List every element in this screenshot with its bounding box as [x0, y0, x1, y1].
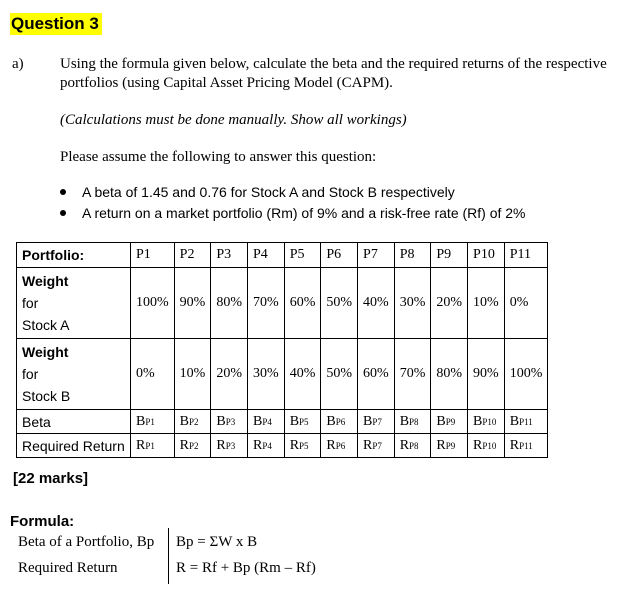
weight-b-cell: 0% — [131, 339, 175, 410]
beta-label: Beta — [17, 410, 131, 434]
weight-a-cell: 50% — [321, 268, 358, 339]
beta-cell: BP7 — [358, 410, 395, 434]
return-cell: RP11 — [504, 434, 548, 458]
portfolio-header: P11 — [504, 243, 548, 268]
beta-row — [17, 410, 548, 434]
return-formula-label: Required Return — [18, 560, 118, 576]
weight-b-cell: 70% — [394, 339, 431, 410]
portfolio-header: P4 — [248, 243, 285, 268]
weight-a-label — [17, 268, 131, 339]
return-cell: RP8 — [394, 434, 431, 458]
header-label: Portfolio: — [17, 243, 131, 268]
beta-cell: BP1 — [131, 410, 175, 434]
weight-a-cell: 60% — [284, 268, 321, 339]
question-title: Question 3 — [10, 13, 102, 35]
weight-a-cell: 20% — [431, 268, 468, 339]
portfolio-table — [16, 242, 548, 458]
beta-cell: BP2 — [174, 410, 211, 434]
portfolio-header: P10 — [468, 243, 505, 268]
header-row — [17, 243, 548, 268]
weight-b-line3: Stock B — [22, 388, 71, 404]
weight-a-line2: for — [22, 295, 39, 311]
beta-cell: BP10 — [468, 410, 505, 434]
part-label: a) — [12, 56, 24, 72]
portfolio-header: P9 — [431, 243, 468, 268]
weight-a-cell: 30% — [394, 268, 431, 339]
beta-cell: BP6 — [321, 410, 358, 434]
formula-divider — [168, 528, 169, 584]
beta-cell: BP5 — [284, 410, 321, 434]
weight-b-cell: 10% — [174, 339, 211, 410]
return-label: Required Return — [17, 434, 131, 458]
weight-b-line2: for — [22, 366, 39, 382]
portfolio-header: P2 — [174, 243, 211, 268]
bullet-icon — [60, 210, 66, 216]
assumption-text: A return on a market portfolio (Rm) of 9% and a risk-free rate (Rf) of 2% — [82, 205, 526, 221]
weight-a-cell: 10% — [468, 268, 505, 339]
weight-b-label — [17, 339, 131, 410]
portfolio-header: P5 — [284, 243, 321, 268]
return-cell: RP6 — [321, 434, 358, 458]
assumption-intro: Please assume the following to answer this question: — [60, 149, 377, 165]
weight-a-cell: 70% — [248, 268, 285, 339]
assumption-item — [58, 182, 526, 203]
weight-a-line3: Stock A — [22, 317, 70, 333]
weight-b-cell: 100% — [504, 339, 548, 410]
weight-b-line1: Weight — [22, 344, 69, 360]
return-cell: RP5 — [284, 434, 321, 458]
portfolio-header: P7 — [358, 243, 395, 268]
marks-label: [22 marks] — [13, 470, 89, 487]
weight-b-row — [17, 339, 548, 410]
portfolio-header: P8 — [394, 243, 431, 268]
weight-b-cell: 60% — [358, 339, 395, 410]
weight-a-line1: Weight — [22, 273, 69, 289]
assumption-item — [58, 203, 526, 224]
weight-a-cell: 80% — [211, 268, 248, 339]
weight-b-cell: 30% — [248, 339, 285, 410]
portfolio-header: P1 — [131, 243, 175, 268]
return-cell: RP1 — [131, 434, 175, 458]
return-cell: RP9 — [431, 434, 468, 458]
weight-b-cell: 90% — [468, 339, 505, 410]
return-cell: RP10 — [468, 434, 505, 458]
portfolio-header: P3 — [211, 243, 248, 268]
question-text: Using the formula given below, calculate the beta and the required returns of the respective portfolios (using Capital Asset Pricing Model (CAPM). — [60, 56, 607, 91]
bullet-icon — [60, 189, 66, 195]
weight-a-cell: 100% — [131, 268, 175, 339]
return-cell: RP2 — [174, 434, 211, 458]
weight-b-cell: 80% — [431, 339, 468, 410]
beta-cell: BP3 — [211, 410, 248, 434]
portfolio-header: P6 — [321, 243, 358, 268]
weight-b-cell: 40% — [284, 339, 321, 410]
return-formula: R = Rf + Bp (Rm – Rf) — [176, 560, 316, 576]
beta-formula: Bp = ΣW x B — [176, 534, 258, 550]
beta-cell: BP11 — [504, 410, 548, 434]
return-row — [17, 434, 548, 458]
assumption-list — [58, 182, 526, 224]
beta-cell: BP9 — [431, 410, 468, 434]
assumption-text: A beta of 1.45 and 0.76 for Stock A and Stock B respectively — [82, 184, 455, 200]
return-cell: RP3 — [211, 434, 248, 458]
beta-cell: BP8 — [394, 410, 431, 434]
weight-a-cell: 40% — [358, 268, 395, 339]
beta-cell: BP4 — [248, 410, 285, 434]
weight-a-cell: 0% — [504, 268, 548, 339]
beta-formula-label: Beta of a Portfolio, Bp — [18, 534, 155, 550]
weight-a-row — [17, 268, 548, 339]
weight-b-cell: 50% — [321, 339, 358, 410]
formula-title: Formula: — [10, 513, 75, 530]
calculation-note: (Calculations must be done manually. Show all workings) — [60, 112, 407, 128]
weight-b-cell: 20% — [211, 339, 248, 410]
return-cell: RP4 — [248, 434, 285, 458]
weight-a-cell: 90% — [174, 268, 211, 339]
return-cell: RP7 — [358, 434, 395, 458]
